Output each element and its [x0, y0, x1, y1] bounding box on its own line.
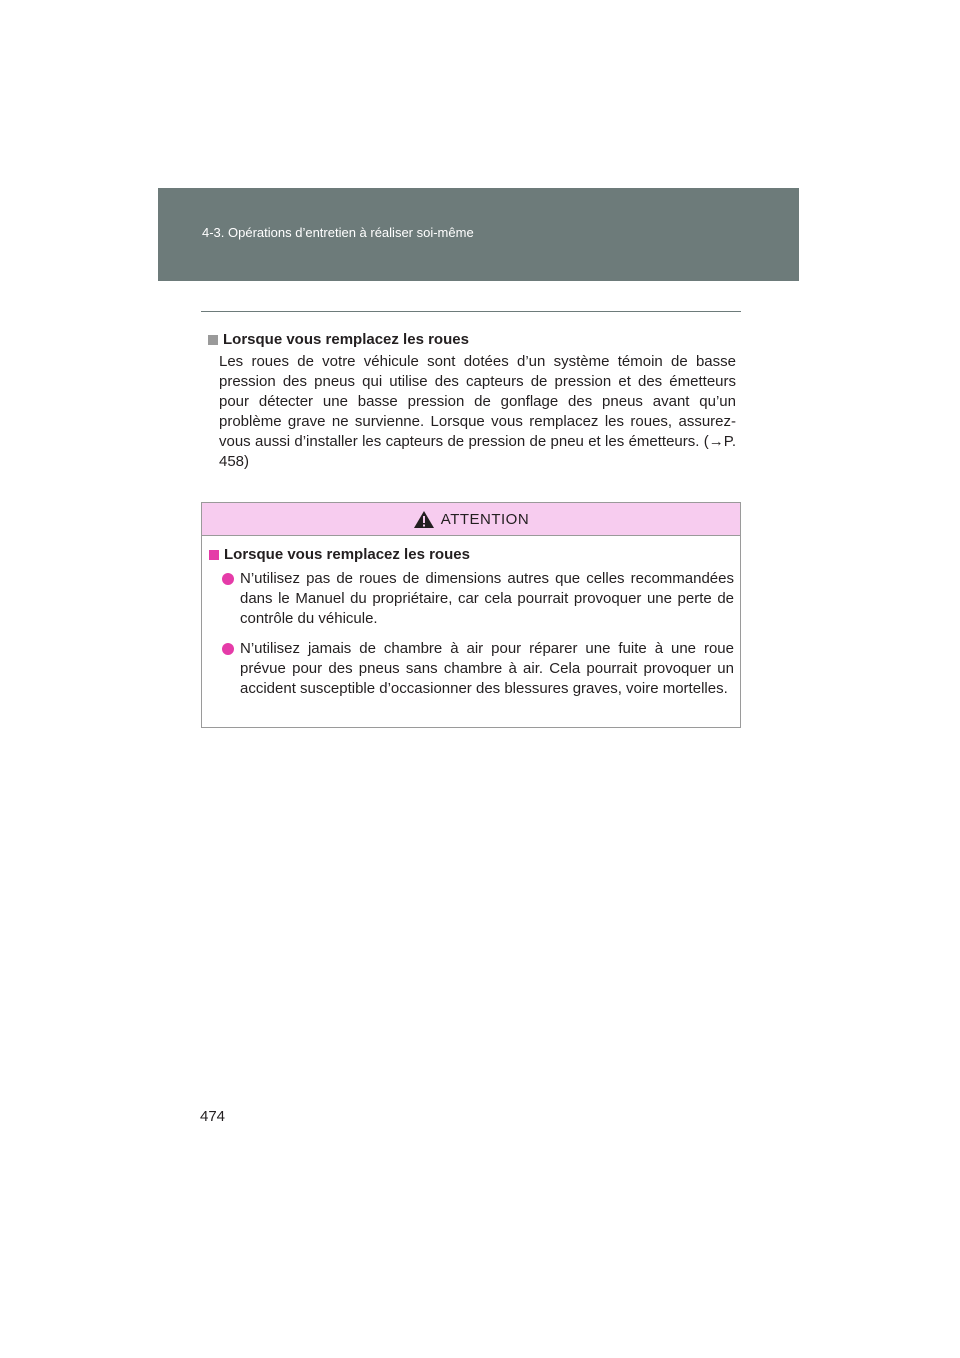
warning-bullet	[222, 639, 734, 699]
warning-box	[201, 502, 741, 728]
square-bullet-icon	[209, 550, 219, 560]
warning-bullet-text: N’utilisez pas de roues de dimensions autres que celles recommandées dans le Manuel du propriétaire, car cela pourrait provoquer une perte de contrôle du véhicule.	[240, 570, 734, 627]
section-title: 4-3. Opérations d’entretien à réaliser soi-même	[202, 225, 474, 240]
note-heading-text: Lorsque vous remplacez les roues	[223, 331, 469, 348]
note-body: Les roues de votre véhicule sont dotées d’un système témoin de basse pression des pneus qui utilise des capteurs de pression et des émetteurs pour détecter une basse pression de gonflage des pneus avant qu’un problème grave ne survienne. Lorsque vous remplacez les roues, assurez-vous aussi d’installer les capteurs de pression de pneu et les émetteurs. (→P. 458)	[219, 353, 736, 470]
warning-body	[202, 536, 740, 699]
warning-title: ATTENTION	[440, 510, 530, 528]
warning-heading	[209, 546, 734, 563]
page-number: 474	[200, 1108, 226, 1125]
round-bullet-icon	[222, 573, 234, 585]
warning-triangle-icon	[413, 510, 435, 529]
warning-bullet-text: N’utilisez jamais de chambre à air pour réparer une fuite à une roue prévue pour des pneus sans chambre à air. Cela pourrait provoquer un accident susceptible d’occasionner des blessures graves, voire mortelles.	[240, 640, 734, 697]
note-heading	[208, 331, 736, 348]
section-header	[158, 188, 799, 281]
note-block	[208, 331, 736, 472]
warning-header	[202, 503, 740, 536]
divider	[201, 311, 741, 312]
warning-heading-text: Lorsque vous remplacez les roues	[224, 546, 470, 563]
round-bullet-icon	[222, 643, 234, 655]
square-bullet-icon	[208, 335, 218, 345]
warning-bullet	[222, 569, 734, 629]
